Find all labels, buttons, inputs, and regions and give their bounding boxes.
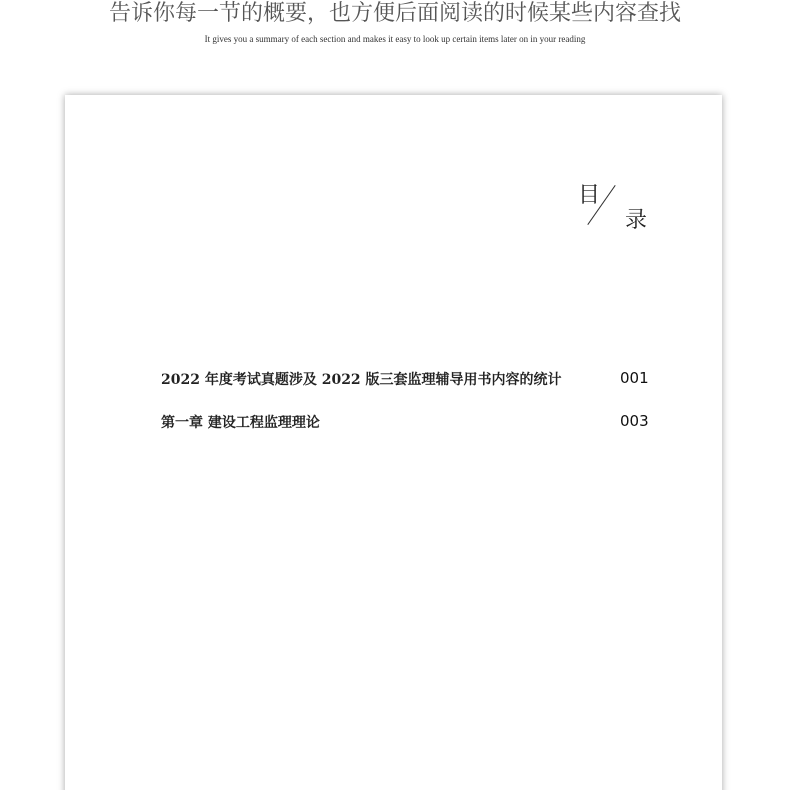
- book-page: [65, 95, 722, 790]
- toc-title-char-2: 录: [625, 208, 648, 233]
- promo-headline: 告诉你每一节的概要，也方便后面阅读的时候某些内容查找: [108, 1, 681, 26]
- promo-subtitle: It gives you a summary of each section and makes it easy to look up certain items later on in your reading: [204, 34, 586, 44]
- toc-entry-title: 2022 年度考试真题涉及 2022 版三套监理辅导用书内容的统计: [161, 372, 562, 388]
- toc-entry[interactable]: [0, 369, 790, 387]
- toc-chapter[interactable]: [0, 412, 790, 430]
- toc-entry-page: 001: [620, 369, 649, 387]
- toc-chapter-page: 003: [620, 412, 649, 430]
- toc-title-char-1: 目: [578, 183, 601, 208]
- toc-chapter-title: 第一章 建设工程监理理论: [161, 415, 320, 431]
